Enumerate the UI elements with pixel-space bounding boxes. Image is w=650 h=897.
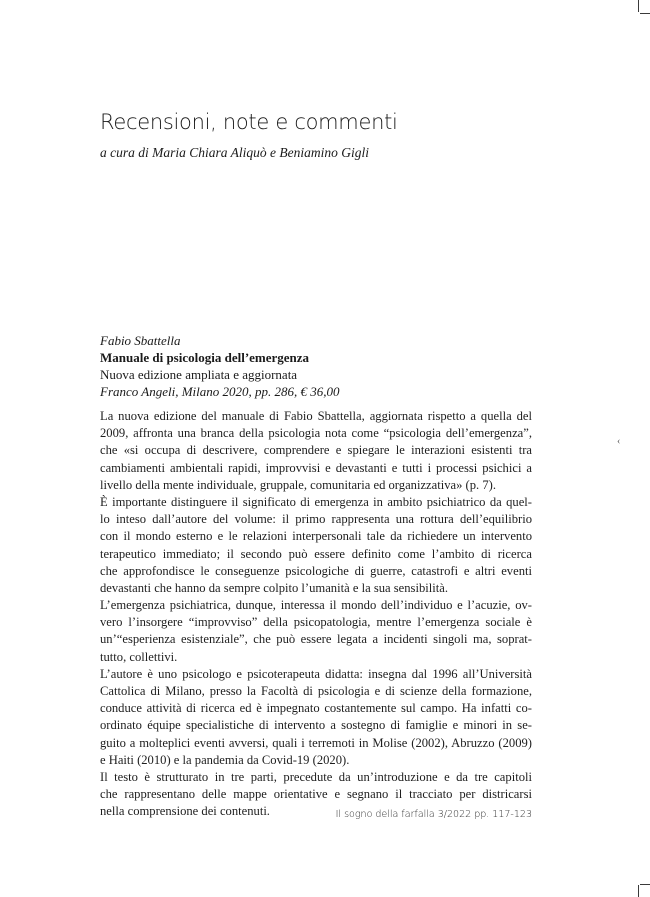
section-editors: a cura di Maria Chiara Aliquò e Beniamino Gigli [100,145,369,160]
crop-mark-top-vertical [638,0,639,12]
body-line: vero l’insorgere “improvviso” della psicopatologia, mentre l’emergenza sociale è [100,615,532,630]
body-line: L’autore è uno psicologo e psicoterapeuta didatta: insegna dal 1996 all’Università [100,666,532,681]
body-line: conduce attività di ricerca ed è impegnato costantemente sul campo. Ha infatti co- [100,701,532,716]
body-line: guito a molteplici eventi avversi, quali i terremoti in Molise (2002), Abruzzo (2009) [100,735,532,750]
body-line: terapeutico immediato; il secondo può essere definito come l’ambito di ricerca [100,546,532,561]
book-author: Fabio Sbattella [100,333,181,348]
review-body [100,408,532,821]
book-publication: Franco Angeli, Milano 2020, pp. 286, € 36,00 [100,384,340,399]
body-line: un’“esperienza esistenziale”, che può essere legata a incidenti singoli ma, soprat- [100,632,532,647]
body-line: devastanti che hanno da sempre colpito l’umanità e la sua sensibilità. [100,580,448,595]
crop-mark-bottom-vertical [638,885,639,897]
margin-mark: ‹ [617,436,621,447]
body-line: cambiamenti ambientali rapidi, improvvisi e devastanti e tutti i processi psichici a [100,460,532,475]
body-line: La nuova edizione del manuale di Fabio Sbattella, aggiornata rispetto a quella del [100,409,532,423]
body-line: livello della mente individuale, gruppale, comunitaria ed organizzativa» (p. 7). [100,477,496,492]
body-line: L’emergenza psichiatrica, dunque, interessa il mondo dell’individuo e l’acuzie, ov- [100,598,532,613]
body-line: che «si occupa di descrivere, comprendere e spiegare le interazioni esistenti tra [100,443,532,458]
crop-mark-top-horizontal [640,13,650,14]
body-line: Il testo è strutturato in tre parti, precedute da un’introduzione e da tre capitoli [100,769,532,784]
body-line: che approfondisce le conseguenze psicologiche di guerre, catastrofi e altri eventi [100,563,532,578]
body-line: ordinato équipe specialistiche di intervento a sostegno di famiglie e minori in se- [100,718,532,733]
body-line: lo inteso dall’autore del volume: il primo rappresenta una rottura dell’equilibrio [100,512,532,527]
crop-mark-bottom-horizontal [640,884,650,885]
section-title: Recensioni, note e commenti [100,110,398,134]
body-line: 2009, affronta una branca della psicologia nota come “psicologia dell’emergenza”, [100,426,532,441]
body-line: e Haiti (2010) e la pandemia da Covid-19 (2020). [100,752,350,767]
body-line: Cattolica di Milano, presso la Facoltà di psicologia e di scienze della formazione, [100,684,532,698]
page-footer-citation: Il sogno della farfalla 3/2022 pp. 117-123 [335,809,532,820]
body-line: con il mondo esterno e le relazioni interpersonali tale da richiedere un intervento [100,529,532,544]
body-line: che rappresentano delle mappe orientative e segnano il tracciato per districarsi [100,787,532,802]
body-line: tutto, collettivi. [100,649,178,664]
book-edition: Nuova edizione ampliata e aggiornata [100,367,298,382]
book-title: Manuale di psicologia dell’emergenza [100,350,310,365]
body-line: È importante distinguere il significato di emergenza in ambito psichiatrico da quel- [100,494,532,509]
book-reference [100,332,340,400]
body-line: nella comprensione dei contenuti. [100,804,270,819]
